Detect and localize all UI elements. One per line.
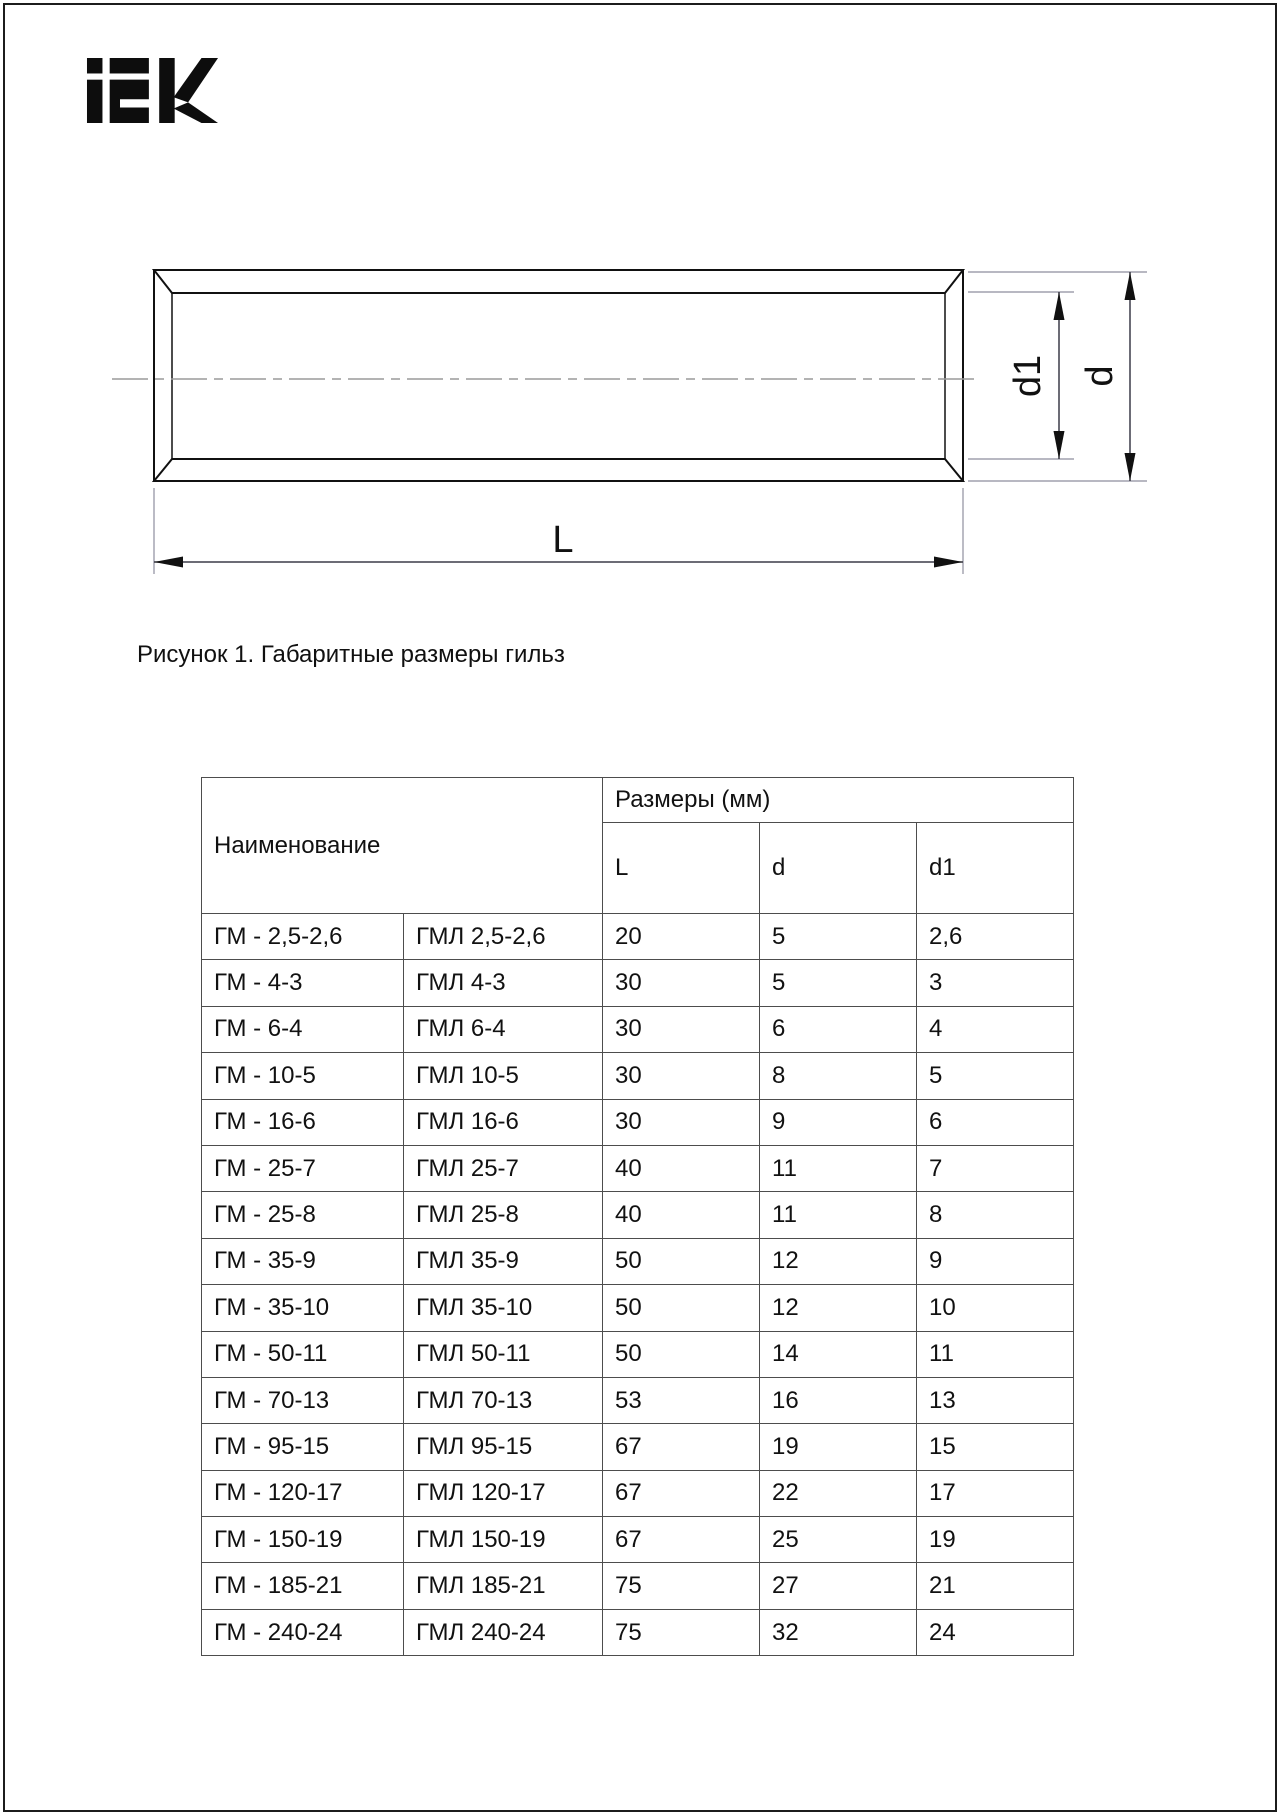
table-row <box>202 1609 1074 1655</box>
cell-gm: ГМ - 6-4 <box>202 1006 404 1052</box>
cell-d: 11 <box>760 1145 917 1191</box>
cell-d: 9 <box>760 1099 917 1145</box>
iek-logo-glyphs <box>87 58 218 123</box>
table-row <box>202 914 1074 960</box>
cell-l: 40 <box>603 1192 760 1238</box>
cell-d: 19 <box>760 1424 917 1470</box>
cell-gm: ГМ - 240-24 <box>202 1609 404 1655</box>
table-row <box>202 1470 1074 1516</box>
cell-d1: 19 <box>917 1517 1074 1563</box>
sleeve-dimension-drawing <box>0 200 1280 620</box>
cell-gml: ГМЛ 25-7 <box>404 1145 603 1191</box>
logo-e-body <box>110 80 149 123</box>
cell-gml: ГМЛ 50-11 <box>404 1331 603 1377</box>
cell-d1: 5 <box>917 1053 1074 1099</box>
table-header-row-1 <box>202 778 1074 823</box>
table-row <box>202 1053 1074 1099</box>
cell-l: 67 <box>603 1470 760 1516</box>
cell-d1: 3 <box>917 960 1074 1006</box>
cell-d: 32 <box>760 1609 917 1655</box>
cell-l: 50 <box>603 1285 760 1331</box>
arrowhead-l-left <box>154 557 183 568</box>
cell-gml: ГМЛ 10-5 <box>404 1053 603 1099</box>
table-row <box>202 1424 1074 1470</box>
cell-gml: ГМЛ 16-6 <box>404 1099 603 1145</box>
cell-gm: ГМ - 95-15 <box>202 1424 404 1470</box>
logo-i-stem <box>87 80 102 123</box>
cell-d: 11 <box>760 1192 917 1238</box>
cell-gm: ГМ - 4-3 <box>202 960 404 1006</box>
cell-d: 27 <box>760 1563 917 1609</box>
cell-l: 50 <box>603 1331 760 1377</box>
cell-d: 12 <box>760 1285 917 1331</box>
cell-gml: ГМЛ 150-19 <box>404 1517 603 1563</box>
logo-k-stem <box>159 58 174 123</box>
table-row <box>202 1238 1074 1284</box>
table-row <box>202 1192 1074 1238</box>
table-row <box>202 1285 1074 1331</box>
cell-gm: ГМ - 150-19 <box>202 1517 404 1563</box>
cell-gml: ГМЛ 2,5-2,6 <box>404 914 603 960</box>
cell-d: 6 <box>760 1006 917 1052</box>
cell-gm: ГМ - 35-9 <box>202 1238 404 1284</box>
arrowhead-l-right <box>934 557 963 568</box>
sleeve-bottom-wall-section <box>154 459 963 481</box>
cell-gml: ГМЛ 185-21 <box>404 1563 603 1609</box>
header-sizes: Размеры (мм) <box>603 778 1074 823</box>
table-row <box>202 1517 1074 1563</box>
table-row <box>202 1563 1074 1609</box>
cell-d: 16 <box>760 1377 917 1423</box>
table-row <box>202 1377 1074 1423</box>
cell-gml: ГМЛ 120-17 <box>404 1470 603 1516</box>
cell-d: 22 <box>760 1470 917 1516</box>
cell-gml: ГМЛ 70-13 <box>404 1377 603 1423</box>
cell-d1: 8 <box>917 1192 1074 1238</box>
sleeve-top-wall-section <box>154 270 963 293</box>
iek-logo <box>85 58 220 123</box>
figure-caption: Рисунок 1. Габаритные размеры гильз <box>137 641 565 668</box>
cell-gm: ГМ - 35-10 <box>202 1285 404 1331</box>
cell-d1: 17 <box>917 1470 1074 1516</box>
table-row <box>202 960 1074 1006</box>
cell-gml: ГМЛ 25-8 <box>404 1192 603 1238</box>
cell-d1: 21 <box>917 1563 1074 1609</box>
cell-gm: ГМ - 70-13 <box>202 1377 404 1423</box>
cell-gml: ГМЛ 240-24 <box>404 1609 603 1655</box>
cell-d: 8 <box>760 1053 917 1099</box>
header-col-d: d <box>760 823 917 914</box>
dimensions-table <box>201 777 1074 1656</box>
cell-l: 30 <box>603 1006 760 1052</box>
table-row <box>202 1099 1074 1145</box>
cell-d1: 15 <box>917 1424 1074 1470</box>
cell-gml: ГМЛ 35-9 <box>404 1238 603 1284</box>
logo-i-dot <box>87 58 102 73</box>
table-row <box>202 1006 1074 1052</box>
cell-gm: ГМ - 50-11 <box>202 1331 404 1377</box>
cell-d1: 11 <box>917 1331 1074 1377</box>
cell-d: 5 <box>760 960 917 1006</box>
arrowhead-d-bottom <box>1125 453 1136 481</box>
cell-l: 53 <box>603 1377 760 1423</box>
cell-d: 25 <box>760 1517 917 1563</box>
cell-d: 12 <box>760 1238 917 1284</box>
label-inner-diameter-d1: d1 <box>1007 354 1049 398</box>
cell-l: 67 <box>603 1517 760 1563</box>
cell-d: 14 <box>760 1331 917 1377</box>
cell-gm: ГМ - 16-6 <box>202 1099 404 1145</box>
cell-gml: ГМЛ 6-4 <box>404 1006 603 1052</box>
cell-l: 75 <box>603 1609 760 1655</box>
label-outer-diameter-d: d <box>1079 365 1121 387</box>
cell-d1: 24 <box>917 1609 1074 1655</box>
header-name: Наименование <box>202 778 603 914</box>
label-length-l: L <box>552 519 574 561</box>
header-col-l: L <box>603 823 760 914</box>
cell-gm: ГМ - 25-7 <box>202 1145 404 1191</box>
cell-l: 30 <box>603 1053 760 1099</box>
cell-l: 50 <box>603 1238 760 1284</box>
arrowhead-d1-bottom <box>1054 431 1065 459</box>
cell-l: 75 <box>603 1563 760 1609</box>
cell-l: 40 <box>603 1145 760 1191</box>
logo-k-upper-arm <box>174 58 218 102</box>
cell-gml: ГМЛ 4-3 <box>404 960 603 1006</box>
logo-e-top-bar <box>110 58 149 73</box>
cell-d1: 13 <box>917 1377 1074 1423</box>
cell-l: 30 <box>603 960 760 1006</box>
header-col-d1: d1 <box>917 823 1074 914</box>
cell-d1: 6 <box>917 1099 1074 1145</box>
cell-gm: ГМ - 185-21 <box>202 1563 404 1609</box>
arrowhead-d1-top <box>1054 292 1065 320</box>
table-row <box>202 1145 1074 1191</box>
table-row <box>202 1331 1074 1377</box>
cell-l: 20 <box>603 914 760 960</box>
cell-d: 5 <box>760 914 917 960</box>
cell-d1: 4 <box>917 1006 1074 1052</box>
cell-d1: 2,6 <box>917 914 1074 960</box>
logo-k-lower-arm <box>174 102 218 123</box>
cell-d1: 10 <box>917 1285 1074 1331</box>
cell-gm: ГМ - 2,5-2,6 <box>202 914 404 960</box>
cell-d1: 7 <box>917 1145 1074 1191</box>
cell-gm: ГМ - 25-8 <box>202 1192 404 1238</box>
cell-gm: ГМ - 10-5 <box>202 1053 404 1099</box>
arrowhead-d-top <box>1125 272 1136 300</box>
cell-d1: 9 <box>917 1238 1074 1284</box>
cell-l: 67 <box>603 1424 760 1470</box>
cell-gml: ГМЛ 95-15 <box>404 1424 603 1470</box>
cell-gm: ГМ - 120-17 <box>202 1470 404 1516</box>
cell-gml: ГМЛ 35-10 <box>404 1285 603 1331</box>
cell-l: 30 <box>603 1099 760 1145</box>
